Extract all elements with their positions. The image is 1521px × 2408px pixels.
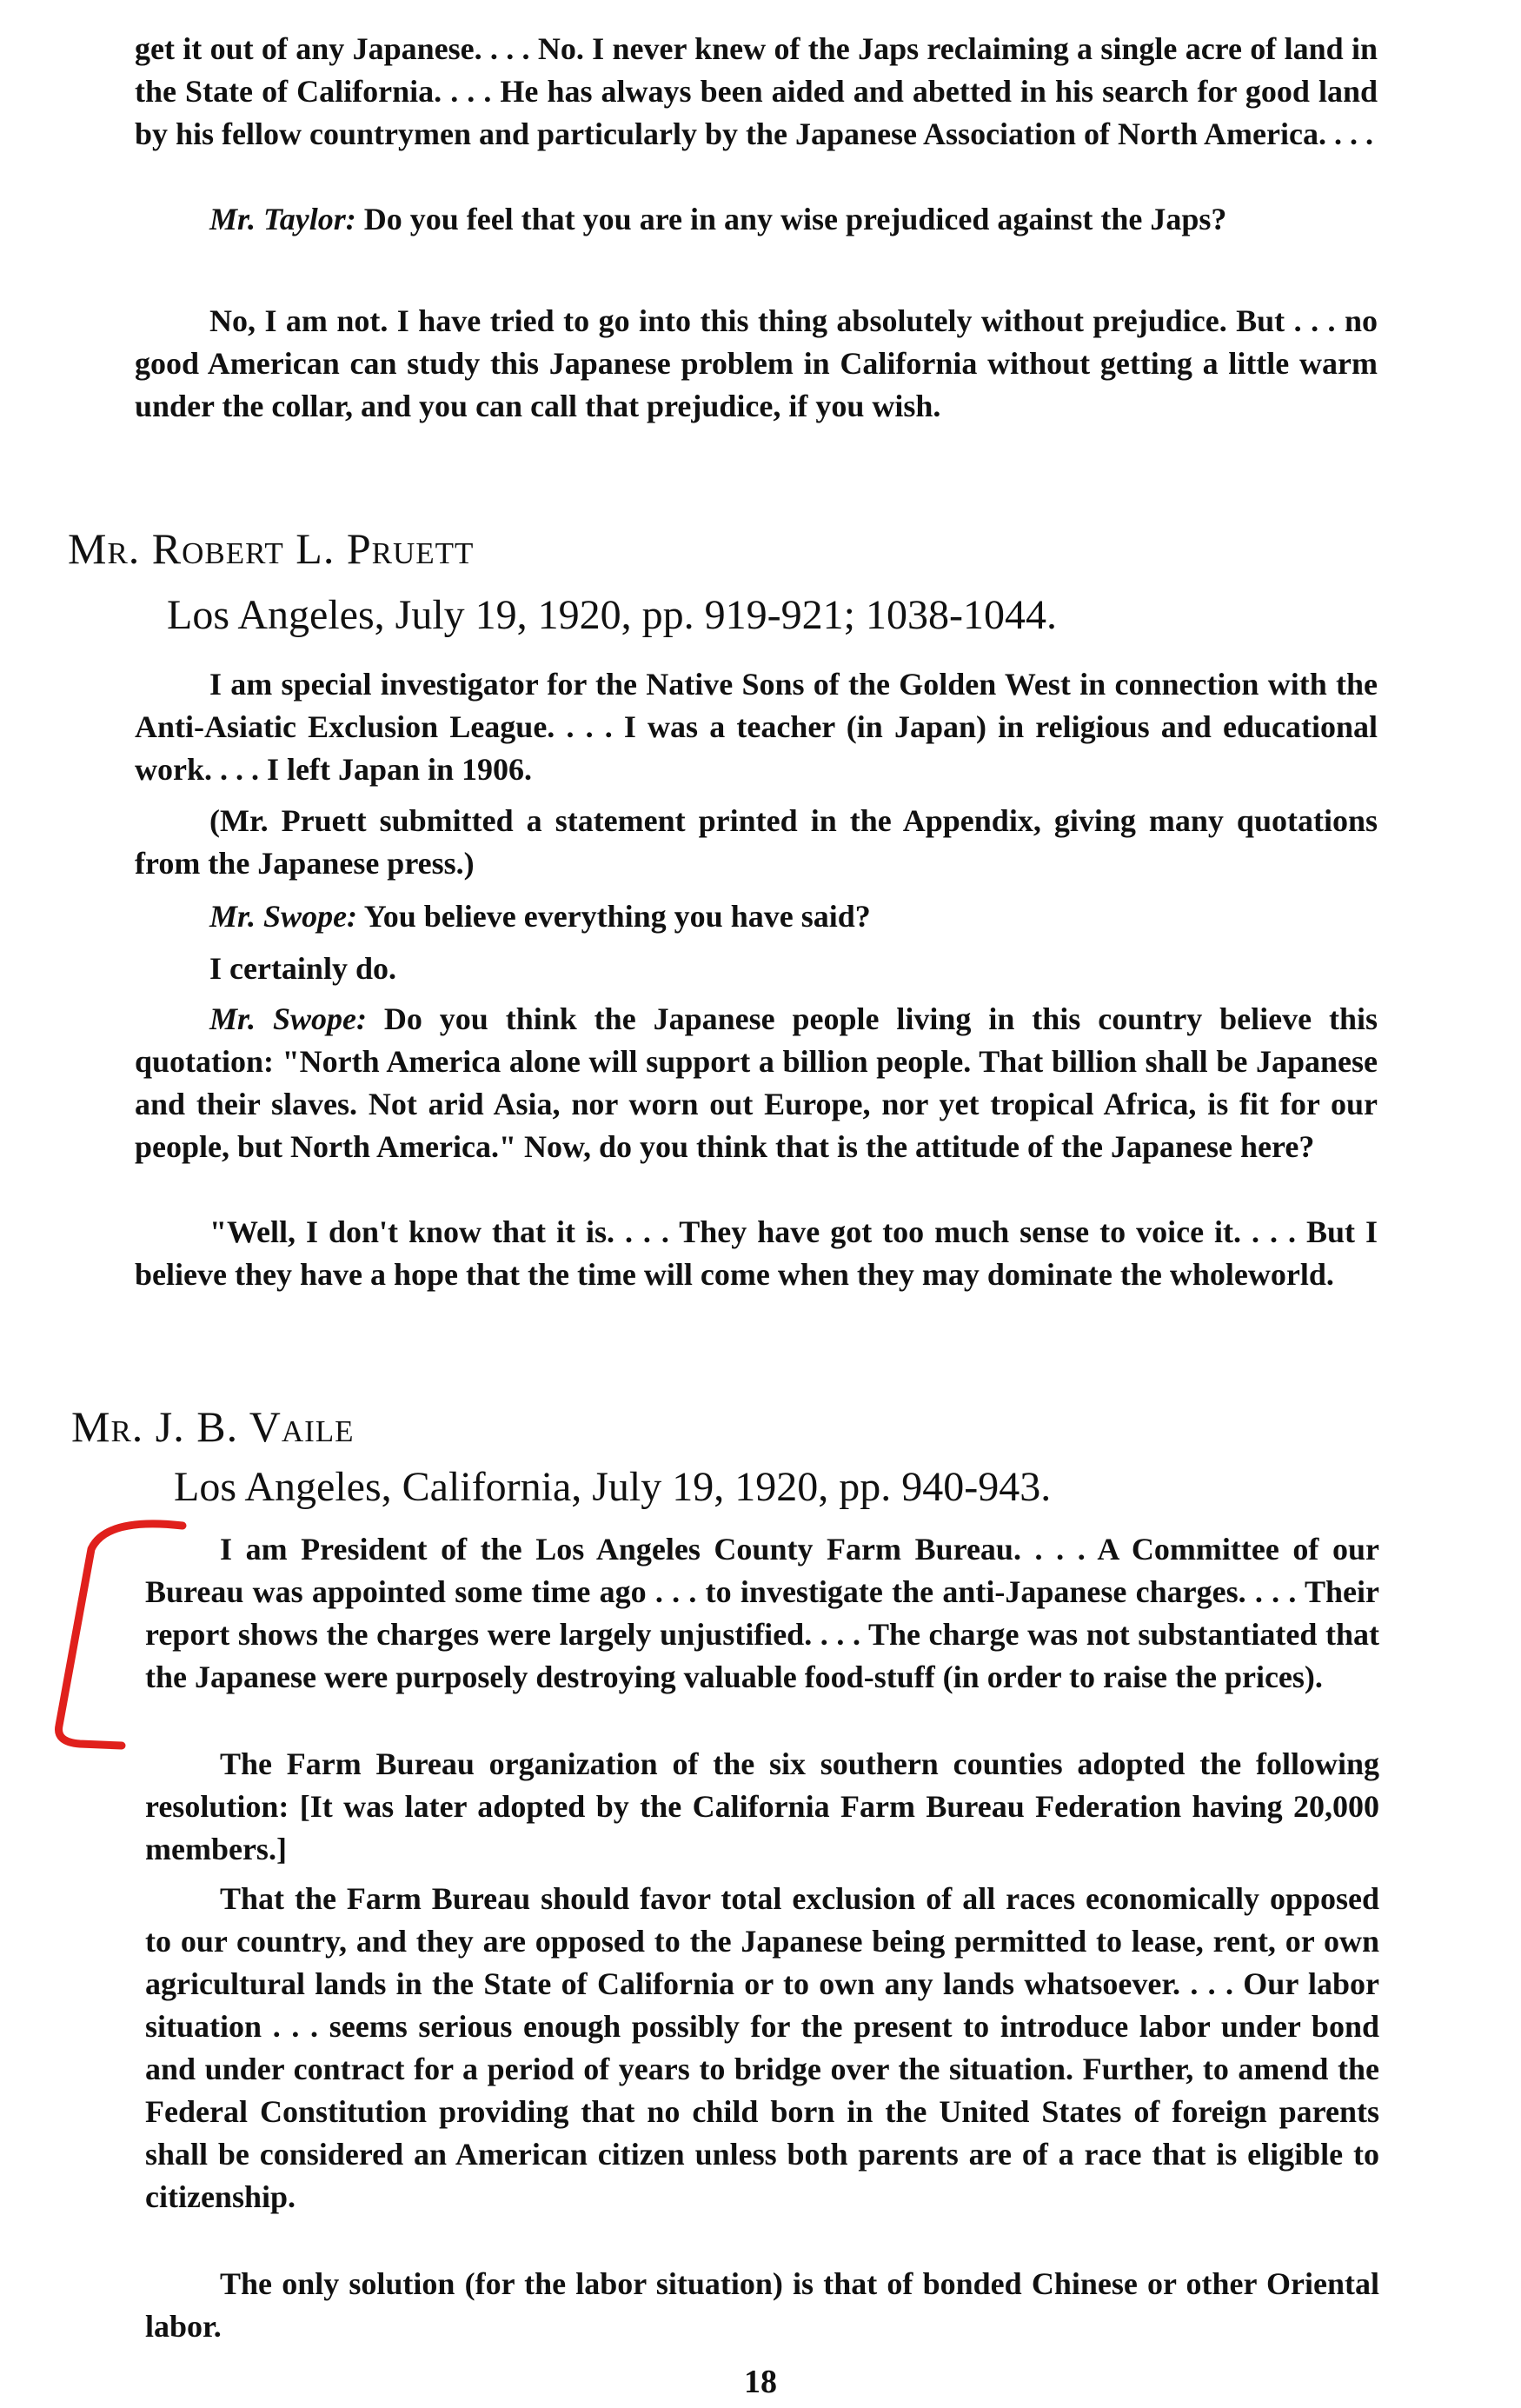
- question-text: You believe everything you have said?: [363, 899, 871, 934]
- pruett-testimony-paragraph: I am special investigator for the Native Sons of the Golden West in connection with the Anti-Asiatic Exclusion League. . . . I was a teacher (in Japan) in religious and educational work. . . . I left Japan in 1906.: [135, 667, 1378, 787]
- answer-pruett-1: I certainly do.: [209, 951, 396, 986]
- vaile-resolution-text: That the Farm Bureau should favor total exclusion of all races economically opposed to our country, and they are opposed to the Japanese being permitted to lease, rent, or own agricultural lands in the State of California or to own any lands whatsoever. . . . Our labor situation . . . seems serious enough possibly for the present to introduce labor under bond and under contract for a period of years to bridge over the situation. Further, to amend the Federal Constitution providing that no child born in the United States of foreign parents shall be considered an American citizen unless both parents are of a race that is eligible to citizenship.: [145, 1881, 1379, 2214]
- red-bracket-stroke: [59, 1524, 183, 1746]
- question-text: Do you think the Japanese people living in this country believe this quotation: "North America alone will support a billion people. That billion shall be Japanese and their slaves. Not arid Asia, nor worn out Europe, nor yet tropical Africa, is fit for our people, but North America." Now, do you think that is the attitude of the Japanese here?: [135, 1001, 1378, 1164]
- witness-heading-pruett: Mr. Robert L. Pruett: [68, 524, 475, 573]
- witness-heading-vaile: Mr. J. B. Vaile: [71, 1402, 355, 1451]
- vaile-labor-solution: The only solution (for the labor situation) is that of bonded Chinese or other Oriental labor.: [145, 2266, 1379, 2344]
- speaker-label: Mr. Swope:: [209, 899, 358, 934]
- paragraph-continuation: get it out of any Japanese. . . . No. I never knew of the Japs reclaiming a single acre of land in the State of California. . . . He has always been aided and abetted in his search for good land by his fellow countrymen and particularly by the Japanese Association of North America. . . .: [135, 31, 1378, 151]
- vaile-testimony-paragraph: I am President of the Los Angeles County Farm Bureau. . . . A Committee of our Bureau was appointed some time ago . . . to investigate the anti-Japanese charges. . . . Their report shows the charges were largely unjustified. . . . The charge was not substantiated that the Japanese were purposely destroying valuable food-stuff (in order to raise the prices).: [145, 1532, 1379, 1694]
- page-number: 18: [744, 2364, 777, 2400]
- speaker-label: Mr. Taylor:: [209, 202, 356, 236]
- speaker-label: Mr. Swope:: [209, 1001, 367, 1036]
- question-text: Do you feel that you are in any wise prejudiced against the Japs?: [363, 202, 1227, 236]
- pruett-appendix-note: (Mr. Pruett submitted a statement printed in the Appendix, giving many quotations from the Japanese press.): [135, 803, 1378, 881]
- answer-paragraph: No, I am not. I have tried to go into this thing absolutely without prejudice. But . . . no good American can study this Japanese problem in California without getting a little warm under the collar, and you can call that prejudice, if you wish.: [135, 303, 1378, 423]
- answer-pruett-2: "Well, I don't know that it is. . . . They have got too much sense to voice it. . . . But I believe they have a hope that the time will come when they may dominate the wholeworld.: [135, 1214, 1378, 1292]
- hearing-source-vaile: Los Angeles, California, July 19, 1920, pp. 940-943.: [174, 1464, 1052, 1510]
- vaile-resolution-intro: The Farm Bureau organization of the six southern counties adopted the following resolution: [It was later adopted by the California Farm Bureau Federation having 20,000 members.]: [145, 1746, 1379, 1866]
- hearing-source-pruett: Los Angeles, July 19, 1920, pp. 919-921; 1038-1044.: [167, 592, 1057, 638]
